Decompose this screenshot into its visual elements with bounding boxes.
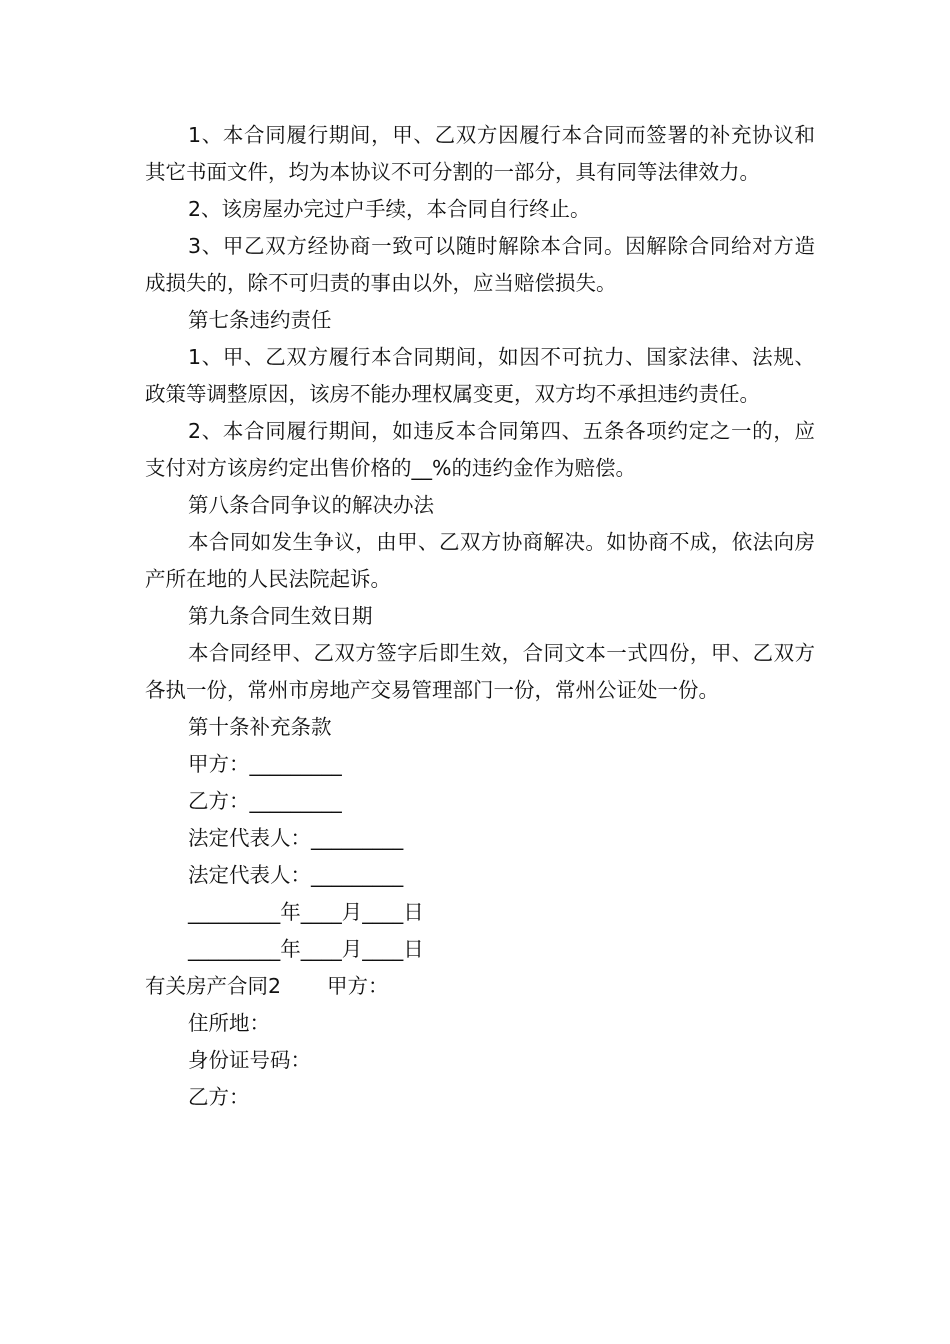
next-contract-id-number: 身份证号码： xyxy=(188,1048,311,1072)
signature-line-party-b: 乙方：_________ xyxy=(188,789,342,813)
article-heading-7: 第七条违约责任 xyxy=(188,308,332,332)
next-contract-party-a: 甲方： xyxy=(327,974,389,998)
next-contract-title: 有关房产合同2 xyxy=(145,974,282,998)
clause-paragraph-termination-on-transfer: 2、该房屋办完过户手续，本合同自行终止。 xyxy=(188,197,591,221)
date-line-1: _________年____月____日 xyxy=(188,900,424,924)
signature-line-party-a: 甲方：_________ xyxy=(188,752,342,776)
article-heading-9: 第九条合同生效日期 xyxy=(188,604,373,628)
clause-paragraph-effective-date: 本合同经甲、乙双方签字后即生效，合同文本一式四份，甲、乙双方各执一份，常州市房地产交易管理部门一份，常州公证处一份。 xyxy=(145,641,815,702)
document-body xyxy=(145,117,815,1116)
next-contract-party-b: 乙方： xyxy=(188,1085,250,1109)
next-contract-title-line xyxy=(145,968,815,1005)
article-heading-10: 第十条补充条款 xyxy=(188,715,332,739)
clause-paragraph-force-majeure: 1、甲、乙双方履行本合同期间，如因不可抗力、国家法律、法规、政策等调整原因，该房不能办理权属变更，双方均不承担违约责任。 xyxy=(145,345,815,406)
signature-line-legal-rep-2: 法定代表人：_________ xyxy=(188,863,404,887)
next-contract-address: 住所地： xyxy=(188,1011,270,1035)
clause-paragraph-dispute-resolution: 本合同如发生争议，由甲、乙双方协商解决。如协商不成，依法向房产所在地的人民法院起诉。 xyxy=(145,530,815,591)
clause-paragraph-penalty: 2、本合同履行期间，如违反本合同第四、五条各项约定之一的，应支付对方该房约定出售价格的__%的违约金作为赔偿。 xyxy=(145,419,815,480)
date-line-2: _________年____月____日 xyxy=(188,937,424,961)
article-heading-8: 第八条合同争议的解决办法 xyxy=(188,493,434,517)
clause-paragraph-supplementary-agreements: 1、本合同履行期间，甲、乙双方因履行本合同而签署的补充协议和其它书面文件，均为本协议不可分割的一部分，具有同等法律效力。 xyxy=(145,123,815,184)
clause-paragraph-mutual-rescission: 3、甲乙双方经协商一致可以随时解除本合同。因解除合同给对方造成损失的，除不可归责的事由以外，应当赔偿损失。 xyxy=(145,234,815,295)
signature-line-legal-rep-1: 法定代表人：_________ xyxy=(188,826,404,850)
